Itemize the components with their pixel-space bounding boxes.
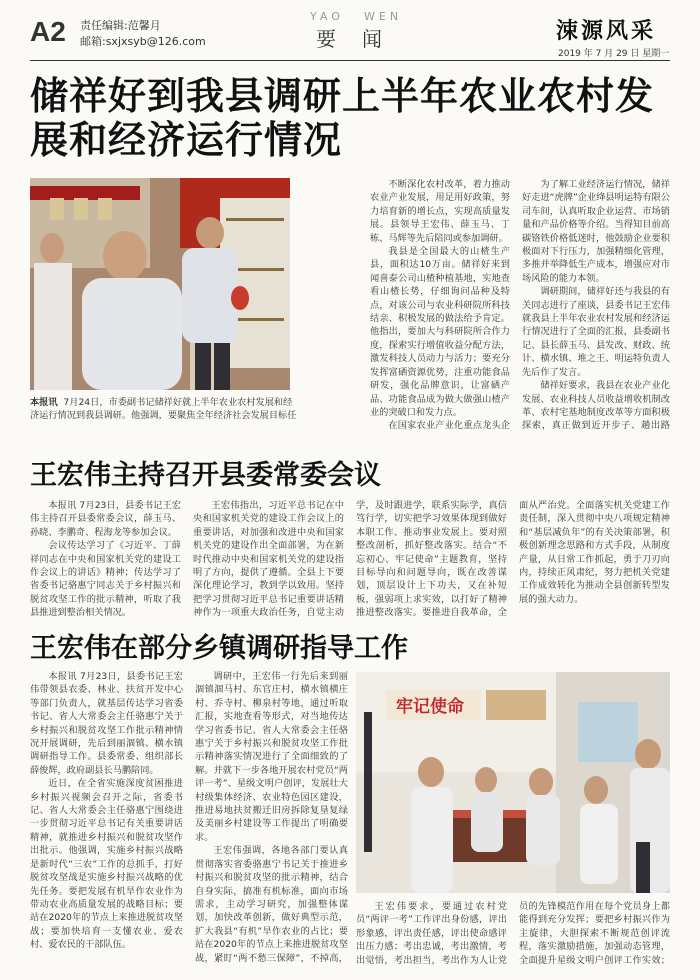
article2-paragraph: 本报讯 7月23日，县委书记王宏伟主持召开县委常委会议，薛玉马、孙晓、李鹏奇、程海龙等参加会议。 (30, 500, 181, 538)
photo-inspection-image (30, 178, 290, 390)
article3-paragraph: 王宏伟强调，各地各部门要认真贯彻落实省委骆惠宁书记关于推进乡村振兴和脱贫攻坚的批示精神，结合自身实际，搞准有机标准，面向市场需求，主动学习研究，加强整体谋划，加快改革创新，做好典型示范，扩大我县“有机”旱作农业的占比；要站在2020年的节点上来推进脱贫攻坚战，紧盯“两不愁三保障”，不掉高， (195, 845, 348, 964)
editor-info (80, 18, 206, 50)
banner-slogan: 牢记使命 (396, 697, 464, 717)
editor-email: 邮箱:sxjxsyb@126.com (80, 35, 206, 48)
article1-column-2 (522, 178, 670, 434)
article1-paragraph: 调研期间，储祥好还与我县的有关同志进行了座谈，县委书记王宏伟就我县上半年农业农村发展和经济运行情况进行了全面的汇报，县委副书记、县长薛玉马、县发改、财政、统计、横水镇、堆之王、明运特负责人先后作了发言。 (522, 286, 670, 378)
issue-date: 2019 年 7 月 29 日 星期一 (558, 49, 670, 59)
photo-inspection (30, 178, 290, 390)
photo-village-visit-image (356, 672, 670, 893)
article3-paragraph: 近日，在全省实施深度贫困推进乡村振兴视频会召开之际，省委书记、省人大常委会主任骆惠宁围绕进一步贯彻习近平总书记有关重要讲话精神，就推进乡村振兴和脱贫攻坚作出批示。他强调，实施乡村振兴战略是新时代“三农”工作的总抓手，打好脱贫攻坚战是实施乡村振兴战略的优先任务。要把发展有机旱作农业作为带动农业高质量发展的战略目标；要站在2020年的节点上来推进脱贫攻坚战；要加快培育一支懂农业、爱农村、爱农民的干部队伍。 (30, 778, 183, 951)
article1-paragraph: 储祥好要求，我县在农业产业化发展、农业科技人员收益增收机制改革、农村宅基地制度改革等方面积极探索，真正做到近开步子、趟出路 (522, 380, 670, 432)
header-rule (30, 60, 670, 61)
section-pinyin-2: WEN (364, 10, 403, 23)
page-number: A2 (30, 16, 66, 47)
article1-paragraph: 在国家农业产业化重点龙头企 (388, 420, 510, 432)
caption-text: 7月24日，市委副书记储祥好就上半年农业农村发展和经济运行情况到我县调研。他强调，要聚焦全年经济社会发展目标任 (30, 397, 297, 422)
photo-caption-1 (30, 396, 298, 424)
photo-village-visit (356, 672, 670, 893)
article3-body-left (30, 670, 348, 970)
article3-body-right (356, 900, 670, 972)
article2-paragraph: 王宏伟指出，习近平总书记在中央和国家机关党的建设工作会议上的重要讲话，对加强和改进中央和国家机关党的建设作出全面部署，为在新时代推动中央和国家机关党的建设指明了方向，提供了遵循。全县上下要深化理论学习，教到学以致用。坚持把学习贯彻习近平总书记重要讲话精神作为一项重大政治任务，自觉主动学，及时跟进学，联系实际学，真信笃行学，切实把学习效果体现到做好本职工作、推动事业发展上。要对照整改剖析，抓好整改落实。结合“不忘初心、牢记使命”主题教育，坚持目标导向和问题导向，既在改善谋划，顶层设计上下功夫，又在补短板，强弱项上求实效，以打好了精神推进整改落实。要推进自我革命，全面从严治党。全面落实机关党建工作责任制，深入贯彻中央八项规定精神和“基层减负年”的有关决策部署，积极创新理念思路和方式手段，从制度产量，从日常工作抓起，勇于刀刃向内，持续正风肃纪，努力把机关党建工作成效转化为推动全县创新转型发展的强大动力。 (193, 500, 670, 619)
section-pinyin-1: YAO (310, 10, 344, 23)
headline-3: 王宏伟在部分乡镇调研指导工作 (30, 633, 408, 664)
headline-1: 储祥好到我县调研上半年农业农村发展和经济运行情况 (30, 74, 655, 162)
article3-paragraph: 本报讯 7月23日，县委书记王宏伟带领县农委、林业、扶贫开发中心等部门负责人，就基层传达学习省委书记、省人大常委会主任骆惠宁关于乡村振兴和脱贫攻坚工作批示精神情况开展调研，先后到丽涸镇、横水镇调研指导工作。县委常委、组织部长薛俊辉，政府副县长马鹏陪同。 (30, 671, 183, 776)
article1-paragraph: 不断深化农村改革，着力推动农业产业发展，用足用好政策，努力培育新的增长点，实现高质量发展。县领导王宏伟、薛玉马、丁栋、马辉等先后陪同或参加调研。 (370, 179, 510, 244)
caption-lead: 本报讯 (30, 397, 58, 408)
newspaper-name: 涑源风采 (556, 18, 657, 44)
section-name: 要闻 (316, 27, 408, 51)
article2-body (30, 499, 670, 621)
article1-column-1 (370, 178, 510, 434)
article2-paragraph: 会议传达学习了《习近平、丁薛祥同志在中央和国家机关党的建设工作会议上的讲话》精神；传达学习了省委书记骆惠宁同志关于乡村振兴和脱贫攻坚工作的批示精神，听取了我县推进到整治相关情况。 (30, 540, 181, 619)
article3-paragraph: 王宏伟要求，要通过农村党员“两评一考”工作评出身份感，评出形象感，评出责任感，评出使命感评出压力感；考出忠诚，考出激情，考出觉悟，考出担当，考出作为人让党员的先锋模范作用在每个党员身上都能得到充分发挥；要把乡村振兴作为主旋律，大胆探索不断规范创评流程，落实激励措施，加强动态管理，全面提升星级文明户创评工作实效； (356, 901, 670, 966)
article1-paragraph: 我县是全国最大的山楂生产县，面积达10万亩。储祥好来到闻喜泰公司山楂种植基地，实地查看山楂长势，仔细询问品种及特点，对该公司与农业科研院所科技结亲、积极发展的做法给予肯定。他指出，要加大与科研院所合作力度，探索实行增值收益分配方法，激发科技人员动力与活力；要充分发挥富硒资源优势，注重功能食品研发，强化品牌意识，让富硒产品、功能食品成为做大做强山楂产业的突破口和发力点。 (370, 246, 510, 418)
editor-name: 责任编辑:范馨月 (80, 19, 161, 32)
article3-paragraph: 调研中，王宏伟一行先后来到丽涸镇涸马村、东官庄村，横水镇横庄村、乔寺村、柳泉村等地，通过听取汇报，实地查看等形式，对当地传达学习省委书记、省人大常委会主任骆惠宁关于乡村振兴和脱贫攻坚工作批示精神落实情况进行了全面细致的了解。并就下一步各地开展农村党员“两评一考”、星级文明户创评，发展壮大村级集体经济、农业特色园区建设，推进易地扶贫搬迁旧房拆除复垦复绿及美丽乡村建设等工作提出了明确要求。 (195, 671, 348, 843)
article1-paragraph: 为了解工业经济运行情况，储祥好走进“虎牌”企业绛县明运特有限公司车间，认真听取企业运营、市场销量和产品价格等介绍。当得知目前高碳铬铁价格低迷时，他鼓励企业要积极面对下行压力，加强精细化管理，多推并举降低生产成本，增强应对市场风险的能力本领。 (522, 179, 670, 284)
headline-2: 王宏伟主持召开县委常委会议 (30, 460, 381, 491)
